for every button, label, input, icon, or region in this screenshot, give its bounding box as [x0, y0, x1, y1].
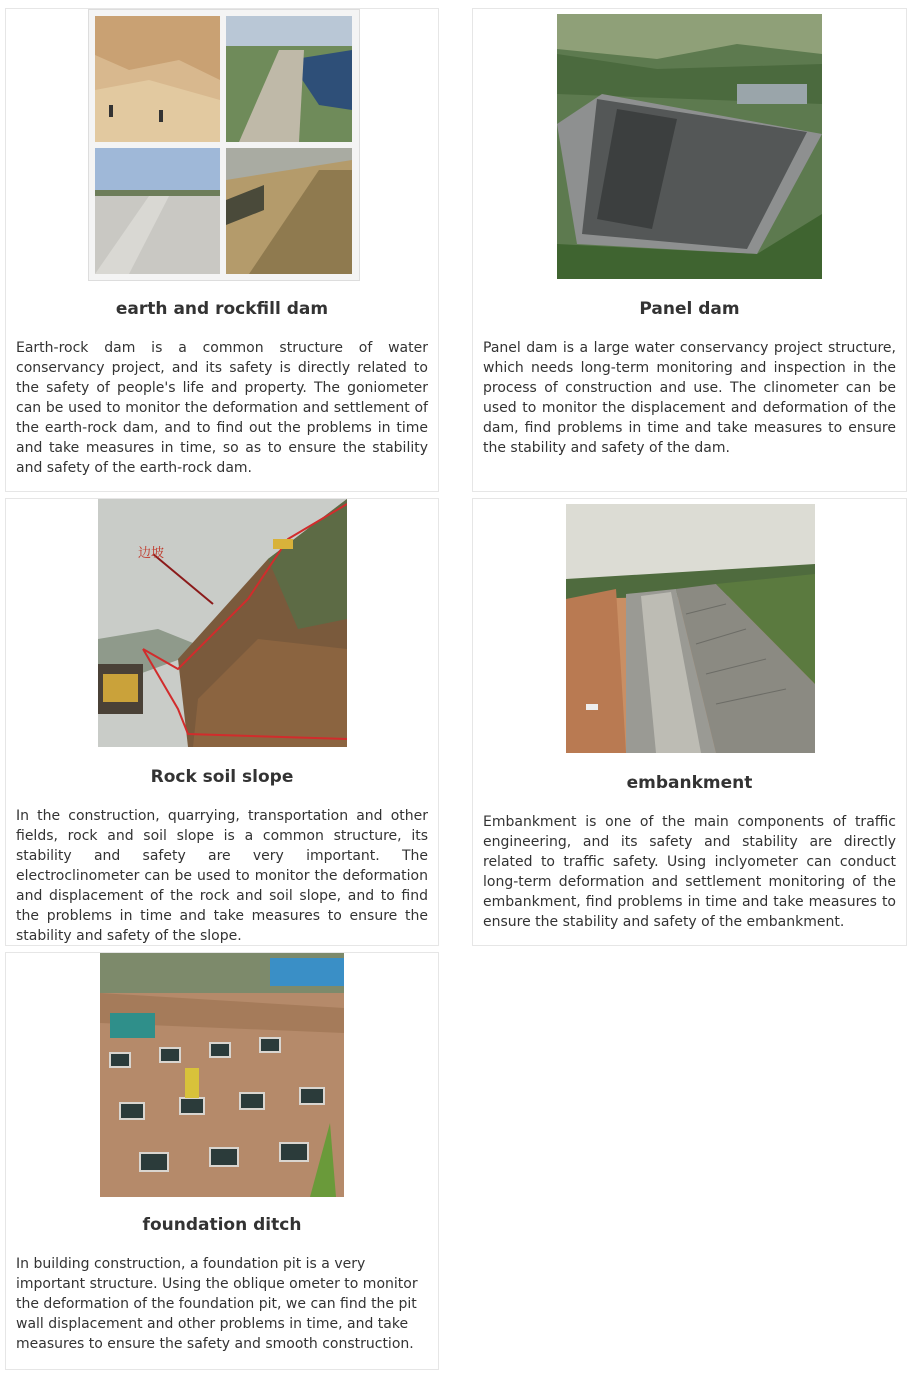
card-title: Rock soil slope [150, 767, 294, 787]
card-title: earth and rockfill dam [115, 299, 329, 319]
card-title: Panel dam [639, 299, 740, 319]
card-earth-rockfill-dam [5, 8, 439, 492]
card-foundation-ditch [5, 952, 439, 1370]
panel-dam-image [557, 14, 822, 279]
card-title: embankment [626, 773, 753, 793]
rock-soil-slope-image [98, 499, 347, 747]
foundation-ditch-image [100, 953, 344, 1197]
card-title: foundation ditch [142, 1215, 302, 1235]
card-panel-dam [472, 8, 907, 492]
card-description: In the construction, quarrying, transportation and other fields, rock and soil slope is a common structure, its stability and safety are very important. The electroclinometer can be used to monitor the deformation and displacement of the rock and soil slope, and to find the problems in time and take measures to ensure the stability and safety of the slope. [16, 808, 428, 944]
card-description: In building construction, a foundation pit is a very important structure. Using the oblique ometer to monitor the deformation of the foundation pit, we can find the pit wall displacement and other problems in time, and take measures to ensure the safety and smooth construction. [16, 1256, 418, 1352]
card-description: Embankment is one of the main components of traffic engineering, and its safety and stability are directly related to traffic safety. Using inclyometer can conduct long-term deformation and settlement monitoring of the embankment, find problems in time and take measures to ensure the stability and safety of the embankment. [483, 814, 896, 930]
slope-annotation-label: 边坡 [138, 546, 165, 561]
earth-rockfill-dam-image [88, 9, 360, 281]
card-description: Panel dam is a large water conservancy project structure, which needs long-term monitoring and inspection in the process of construction and use. The clinometer can be used to monitor the displacement and deformation of the dam, find problems in time and take measures to ensure the stability and safety of the dam. [483, 340, 896, 456]
card-embankment [472, 498, 907, 946]
card-rock-soil-slope [5, 498, 439, 946]
embankment-image [566, 504, 815, 753]
card-description: Earth-rock dam is a common structure of water conservancy project, and its safety is directly related to the safety of people's life and property. The goniometer can be used to monitor the deformation and settlement of the earth-rock dam, and to find out the problems in time and take measures in time, so as to ensure the stability and safety of the earth-rock dam. [16, 340, 428, 476]
